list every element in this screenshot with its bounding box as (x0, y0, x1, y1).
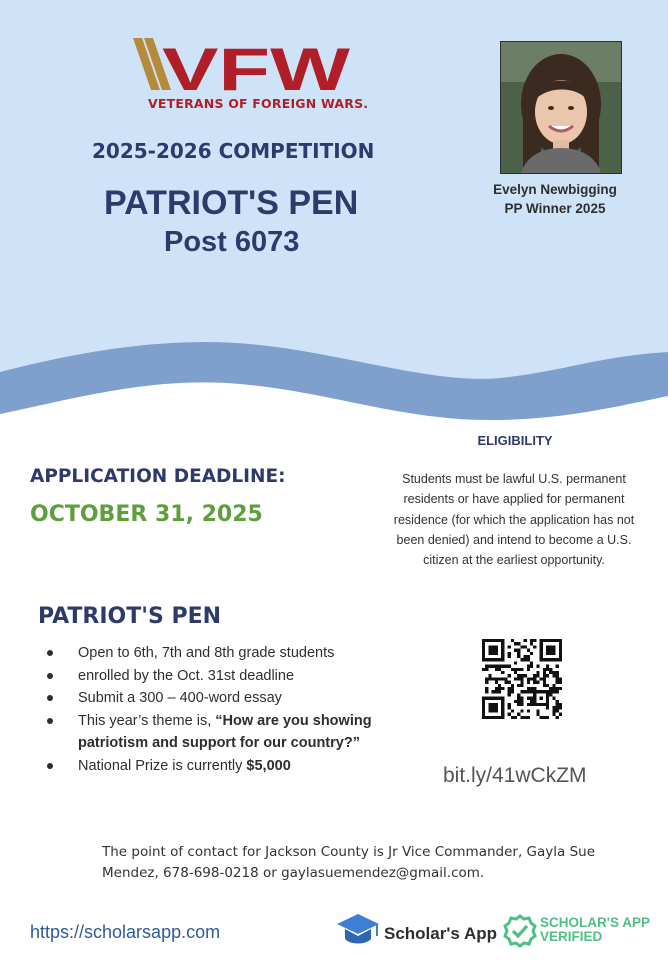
eligibility-line: citizen at the earliest opportunity. (423, 553, 605, 568)
competition-year: 2025-2026 COMPETITION (92, 139, 375, 163)
website-link[interactable]: https://scholarsapp.com (30, 922, 221, 942)
verified-badge: SCHOLAR'S APP VERIFIED (540, 915, 650, 944)
student-portrait (500, 41, 622, 174)
vfw-logo-text: VFW (162, 36, 351, 103)
list-item: National Prize is currently $5,000 (36, 755, 396, 778)
program-details-list (36, 642, 396, 777)
list-item: enrolled by the Oct. 31st deadline (36, 665, 396, 688)
winner-title: PP Winner 2025 (504, 201, 606, 216)
eligibility-line: Students must be lawful U.S. permanent (402, 472, 626, 486)
eligibility-heading: ELIGIBILITY (477, 433, 553, 448)
eligibility-line: been denied) and intend to become a U.S. (396, 532, 632, 547)
short-link[interactable]: bit.ly/41wCkZM (443, 764, 587, 787)
page-title: PATRIOT'S PEN (104, 184, 359, 222)
eligibility-line: residents or have applied for permanent (403, 492, 625, 507)
bullet-icon (47, 673, 53, 679)
list-item: Submit a 300 – 400-word essay (36, 687, 396, 710)
verified-check-icon (503, 914, 537, 948)
essay-theme: “How are you showing patriotism and support for our country?” (78, 712, 372, 751)
eligibility-text (378, 469, 650, 570)
list-item: This year’s theme is, “How are you showing patriotism and support for our country?” (36, 710, 396, 755)
winner-caption (470, 180, 640, 218)
list-item: Open to 6th, 7th and 8th grade students (36, 642, 396, 665)
graduation-cap-icon (336, 912, 380, 948)
bullet-icon (47, 763, 53, 769)
deadline-date: OCTOBER 31, 2025 (30, 502, 263, 527)
qr-code[interactable] (482, 639, 562, 719)
vfw-subtitle: VETERANS OF FOREIGN WARS. (148, 96, 369, 111)
post-number: Post 6073 (164, 226, 300, 258)
winner-name: Evelyn Newbigging (493, 182, 617, 197)
program-heading: PATRIOT'S PEN (38, 604, 222, 629)
bullet-icon (47, 695, 53, 701)
bullet-icon (47, 718, 53, 724)
bullet-icon (47, 650, 53, 656)
contact-info: The point of contact for Jackson County is Jr Vice Commander, Gayla Sue Mendez, 678-698-0218 or gaylasuemendez@gmail.com. (102, 844, 595, 881)
national-prize: $5,000 (246, 757, 291, 774)
eligibility-line: residence (for which the application has not (393, 512, 635, 527)
deadline-heading: APPLICATION DEADLINE: (30, 466, 286, 487)
scholars-app-brand: Scholar's App (384, 924, 497, 943)
